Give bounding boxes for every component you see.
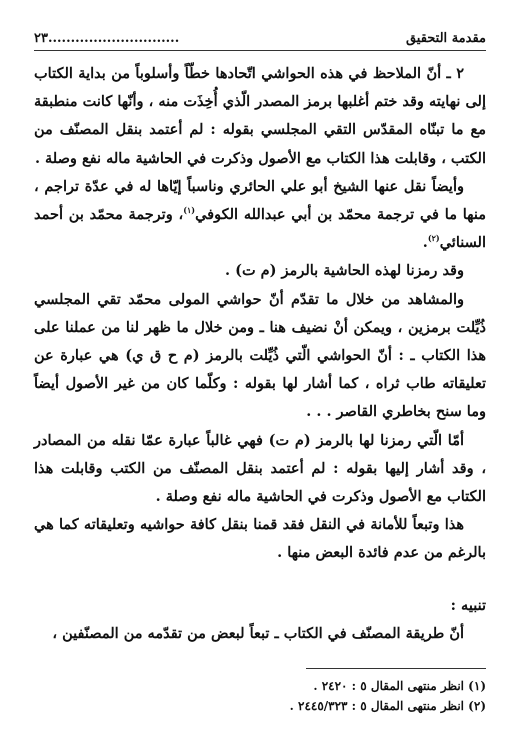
leader-dots: ............................. bbox=[47, 31, 180, 46]
footnote-2: (٢) انظر منتهى المقال ٥ : ٢٤٤٥/٣٢٣ . bbox=[289, 699, 486, 713]
page-number-value: ٢٣ bbox=[34, 31, 48, 46]
footnote-ref-2[interactable]: (٢) bbox=[427, 233, 440, 244]
running-header bbox=[34, 30, 486, 48]
paragraph-1: ٢ ـ أنّ الملاحظ في هذه الحواشي اتّحادها خطّاً وأسلوباً من بداية الكتاب إلى نهايته وقد ختم أغلبها برمز المصدر الّذي أُخِذَت منه ، وأنّها كانت منطبقة مع ما تبنّاه المقدّس التقي المجلسي بقوله : لم أعتمد بنقل المصنّف من الكتب ، وقابلت هذا الكتاب مع الأصول وذكرت في الحاشية ماله نفع وصلة . bbox=[34, 65, 486, 167]
header-rule bbox=[34, 50, 486, 51]
paragraph-3: وقد رمزنا لهذه الحاشية بالرمز (م ت) . bbox=[225, 262, 464, 280]
footnote-ref-1[interactable]: (١) bbox=[183, 205, 196, 216]
section-gap bbox=[34, 568, 486, 592]
paragraph-6: هذا وتبعاً للأمانة في النقل فقد قمنا بنقل كافة حواشيه وتعليقاته كما هي بالرغم من عدم فائدة البعض منها . bbox=[34, 516, 486, 562]
footnote-1: (١) انظر منتهى المقال ٥ : ٢٤٢٠ . bbox=[313, 679, 486, 693]
main-text bbox=[34, 60, 486, 648]
paragraph-4: والمشاهد من خلال ما تقدّم أنّ حواشي المولى محمّد تقي المجلسي ذُيِّلت برمزين ، ويمكن أنْ نضيف هنا ـ ومن خلال ما ظهر لنا من عملنا على هذا الكتاب ـ : أنّ الحواشي الّتي ذُيِّلت بالرمز (م ح ق ي) هي عبارة عن تعليقاته طاب ثراه ، كما أشار لها بقوله : وكلّما كان من غير الأصول أيضاً وما سنح بخاطري القاصر . . . bbox=[34, 290, 486, 421]
header-title: مقدمة التحقيق bbox=[405, 31, 486, 46]
footnote-rule bbox=[306, 668, 486, 669]
paragraph-2-text-c: . bbox=[422, 234, 428, 252]
notice-text: أنّ طريقة المصنّف في الكتاب ـ تبعاً لبعض من تقدّمه من المصنّفين ، bbox=[52, 624, 464, 642]
page-number bbox=[34, 30, 179, 48]
footnotes bbox=[34, 676, 486, 716]
paragraph-5: أمّا الّتي رمزنا لها بالرمز (م ت) فهي غالباً عبارة عمّا نقله من المصادر ، وقد أشار إليها بقوله : لم أعتمد بنقل المصنّف من الكتب وقابلت هذا الكتاب مع الأصول وذكرت في الحاشية ماله نفع وصلة . bbox=[34, 431, 486, 506]
paragraph-2-text-b: ، وترجمة محمّد بن أحمد السنائي bbox=[34, 206, 486, 252]
paragraph-2-text-a: وأيضاً نقل عنها الشيخ أبو علي الحائري وناسباً إيّاها له في عدّة تراجم ، منها ما في ترجمة محمّد بن أبي عبدالله الكوفي bbox=[34, 177, 487, 224]
notice-title: تنبيه : bbox=[450, 596, 486, 614]
paragraph-2 bbox=[34, 173, 486, 258]
